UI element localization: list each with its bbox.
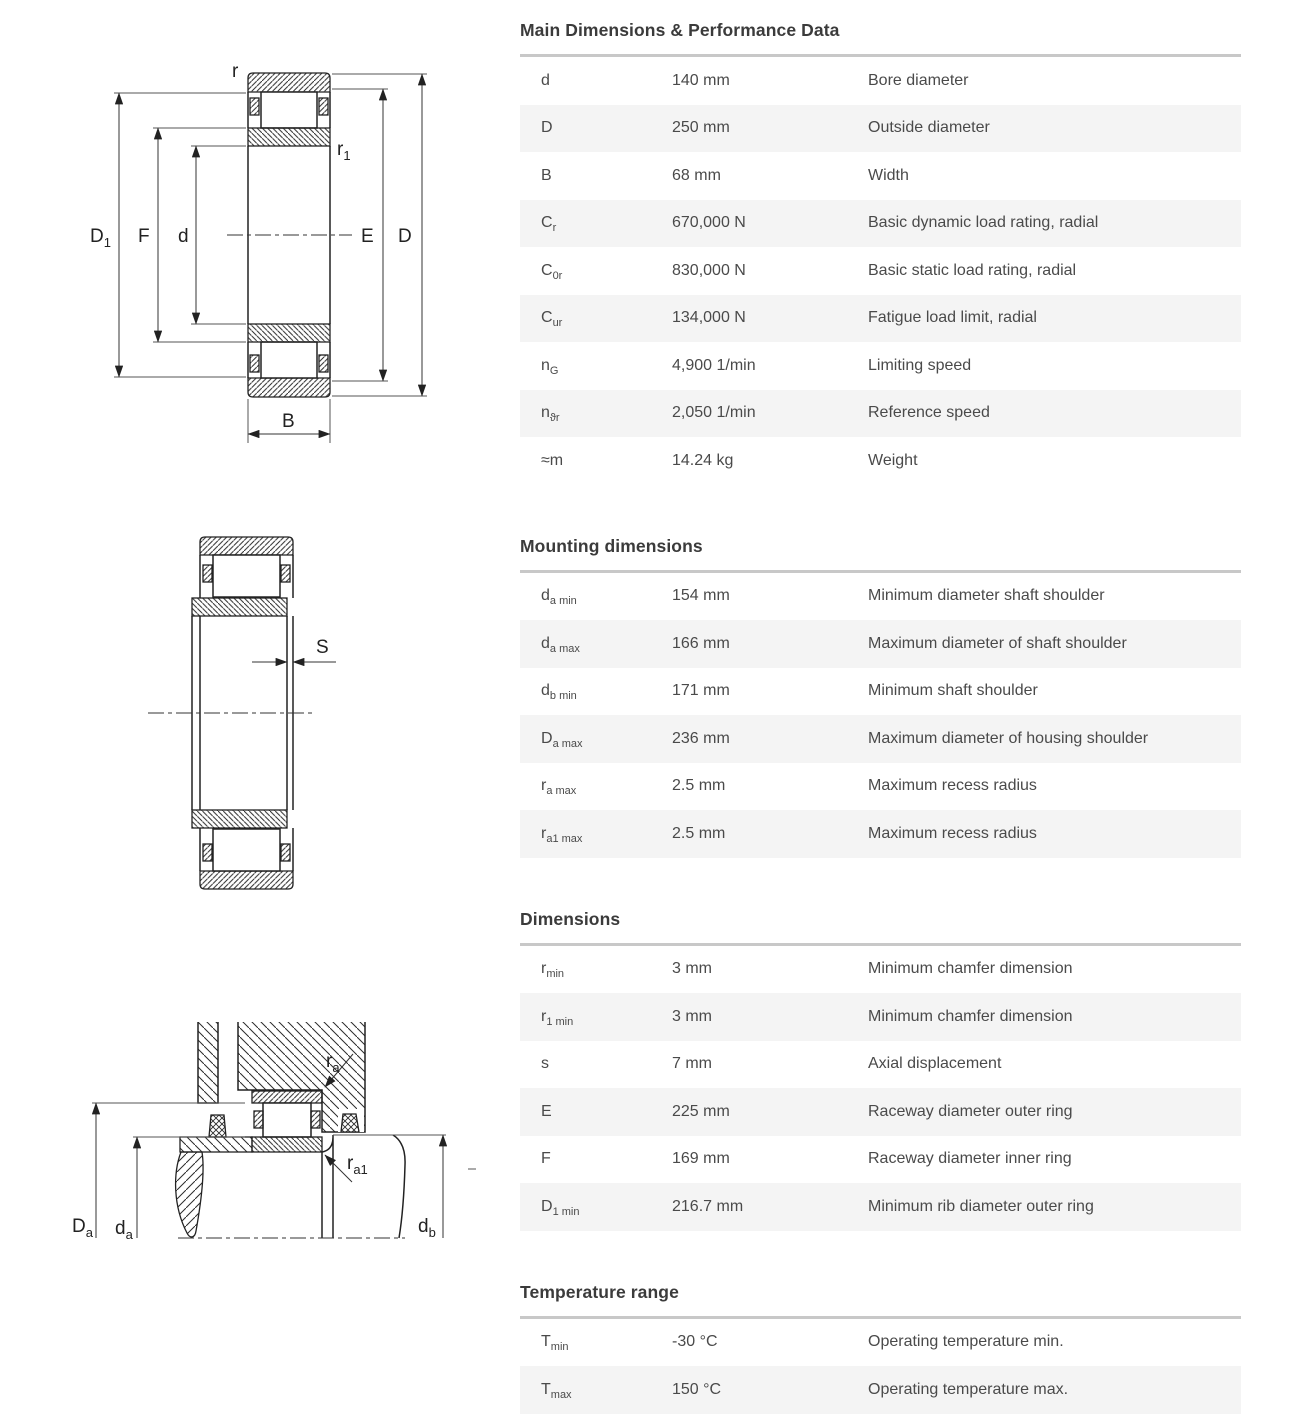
spec-row [520, 715, 1241, 763]
spec-row [520, 573, 1241, 621]
symbol-base: C [541, 309, 553, 327]
symbol-subscript: min [550, 1341, 569, 1354]
value-cell: 68 mm [672, 166, 721, 184]
symbol-base: d [541, 587, 550, 605]
symbol-cell [541, 587, 672, 608]
symbol-subscript: r [552, 222, 557, 235]
value-cell: 3 mm [672, 960, 712, 978]
spec-row [520, 668, 1241, 716]
symbol-cell [541, 1333, 672, 1354]
spec-section [520, 19, 1241, 485]
description-cell: Operating temperature min. [868, 1333, 1064, 1351]
symbol-cell [541, 167, 672, 185]
inner-ring-bottom-section [248, 324, 330, 342]
value-cell: 169 mm [672, 1150, 730, 1168]
description-cell: Basic static load rating, radial [868, 261, 1077, 279]
symbol-base: r [541, 824, 547, 842]
symbol-base: D [541, 1197, 553, 1215]
value-cell: 225 mm [672, 1102, 730, 1120]
symbol-subscript: b min [549, 690, 577, 703]
inner-ring-section [252, 1137, 322, 1152]
spec-row [520, 57, 1241, 105]
spec-row [520, 620, 1241, 668]
symbol-subscript: 0r [552, 269, 563, 282]
symbol-subscript: min [546, 968, 565, 981]
description-cell: Basic dynamic load rating, radial [868, 214, 1099, 232]
symbol-cell [541, 357, 672, 375]
symbol-base: C [541, 261, 553, 279]
cage-bar [250, 355, 259, 372]
value-cell: 154 mm [672, 587, 730, 605]
symbol-cell [541, 1008, 672, 1026]
spec-row [520, 1136, 1241, 1184]
bearing-mounting-drawing [60, 1010, 480, 1300]
description-cell: Outside diameter [868, 119, 990, 137]
label-Da: $D_a$ [72, 1216, 93, 1240]
symbol-cell [541, 262, 672, 280]
outer-ring-bottom-section [248, 378, 330, 397]
description-cell: Raceway diameter outer ring [868, 1102, 1073, 1120]
value-cell: 166 mm [672, 634, 730, 652]
value-cell: 670,000 N [672, 214, 746, 232]
section-title: Temperature range [520, 1281, 679, 1302]
spec-row [520, 152, 1241, 200]
symbol-subscript: 1 min [546, 1015, 574, 1028]
spec-rows [520, 57, 1241, 485]
roller-top [261, 92, 317, 128]
description-cell: Raceway diameter inner ring [868, 1150, 1072, 1168]
description-cell: Minimum rib diameter outer ring [868, 1197, 1094, 1215]
label-E: E [361, 226, 374, 247]
roller-top [213, 555, 280, 597]
label-d: d [178, 226, 189, 247]
label-db: $d_b$ [418, 1216, 436, 1240]
description-cell: Width [868, 166, 909, 184]
cage-bar [281, 844, 290, 861]
outer-ring-section [252, 1091, 322, 1103]
symbol-base: ≈m [541, 451, 564, 469]
description-cell: Minimum diameter shaft shoulder [868, 587, 1105, 605]
label-D: D [398, 226, 412, 247]
seal-right [341, 1114, 359, 1132]
symbol-base: T [541, 1380, 551, 1398]
description-cell: Bore diameter [868, 71, 969, 89]
spec-section [520, 535, 1241, 858]
value-cell: -30 °C [672, 1333, 718, 1351]
value-cell: 140 mm [672, 71, 730, 89]
description-cell: Maximum diameter of shaft shoulder [868, 634, 1127, 652]
symbol-subscript: a max [546, 785, 577, 798]
symbol-base: D [541, 729, 553, 747]
description-cell: Limiting speed [868, 356, 972, 374]
symbol-cell [541, 309, 672, 330]
description-cell: Weight [868, 451, 918, 469]
spec-row [520, 1366, 1241, 1414]
spec-row [520, 247, 1241, 295]
value-cell: 2.5 mm [672, 824, 726, 842]
spec-row [520, 810, 1241, 858]
spec-section [520, 908, 1241, 1231]
symbol-cell [541, 635, 672, 653]
symbol-base: d [541, 634, 550, 652]
cage-bar [311, 1111, 320, 1128]
shaft-shoulder-section [180, 1137, 252, 1152]
symbol-base: T [541, 1333, 551, 1351]
symbol-subscript: 1 min [552, 1205, 580, 1218]
value-cell: 2.5 mm [672, 777, 726, 795]
bearing-cross-section-drawing [80, 55, 450, 455]
spec-row [520, 1088, 1241, 1136]
value-cell: 236 mm [672, 729, 730, 747]
symbol-subscript: G [549, 364, 559, 377]
cage-bar [203, 565, 212, 582]
spec-rows [520, 946, 1241, 1231]
outer-ring-top-section [248, 73, 330, 92]
label-ra1: $r_{a1}$ [347, 1153, 368, 1177]
spec-row [520, 437, 1241, 485]
value-cell: 216.7 mm [672, 1197, 744, 1215]
cage-bar [250, 98, 259, 115]
label-s: S [316, 637, 329, 658]
symbol-subscript: max [550, 1388, 572, 1401]
description-cell: Axial displacement [868, 1055, 1002, 1073]
inner-ring-bottom-section [192, 810, 287, 828]
symbol-cell [541, 1150, 672, 1168]
symbol-cell [541, 214, 672, 235]
roller [263, 1103, 311, 1137]
description-cell: Maximum recess radius [868, 777, 1037, 795]
spec-row [520, 763, 1241, 811]
value-cell: 7 mm [672, 1055, 712, 1073]
symbol-base: n [541, 356, 550, 374]
symbol-base: B [541, 166, 552, 184]
symbol-subscript: ϑr [549, 412, 560, 425]
symbol-base: r [541, 1007, 547, 1025]
description-cell: Maximum recess radius [868, 824, 1037, 842]
roller-bottom [213, 829, 280, 871]
inner-ring-top-section [192, 598, 287, 616]
spec-tables [520, 0, 1241, 1414]
symbol-base: d [541, 71, 550, 89]
description-cell: Minimum chamfer dimension [868, 1007, 1073, 1025]
symbol-base: E [541, 1102, 552, 1120]
spec-row [520, 390, 1241, 438]
label-ra: $r_a$ [326, 1051, 340, 1075]
label-F: F [138, 226, 150, 247]
cage-bar [319, 98, 328, 115]
symbol-subscript: a1 max [546, 832, 583, 845]
value-cell: 4,900 1/min [672, 356, 756, 374]
spec-rows [520, 1319, 1241, 1414]
spec-row [520, 200, 1241, 248]
symbol-cell [541, 825, 672, 843]
symbol-base: r [541, 960, 547, 978]
description-cell: Operating temperature max. [868, 1380, 1069, 1398]
description-cell: Fatigue load limit, radial [868, 309, 1037, 327]
symbol-cell [541, 452, 672, 470]
symbol-cell [541, 1381, 672, 1399]
outer-ring-bottom-section [200, 871, 293, 889]
spec-row [520, 295, 1241, 343]
spec-row [520, 1319, 1241, 1367]
spec-row [520, 993, 1241, 1041]
symbol-cell [541, 72, 672, 90]
symbol-base: r [541, 777, 547, 795]
bearing-axial-displacement-drawing [140, 525, 400, 905]
label-r: r [232, 61, 239, 82]
section-title: Mounting dimensions [520, 535, 703, 556]
symbol-cell [541, 1055, 672, 1073]
description-cell: Minimum shaft shoulder [868, 682, 1038, 700]
seal-left [209, 1115, 226, 1137]
symbol-cell [541, 960, 672, 981]
symbol-base: n [541, 404, 550, 422]
value-cell: 150 °C [672, 1380, 722, 1398]
spec-row [520, 105, 1241, 153]
description-cell: Reference speed [868, 404, 990, 422]
symbol-cell [541, 1198, 672, 1216]
section-title: Dimensions [520, 908, 621, 929]
spec-row [520, 342, 1241, 390]
shaft-break-section [176, 1152, 203, 1237]
value-cell: 134,000 N [672, 309, 746, 327]
roller-bottom [261, 342, 317, 378]
inner-ring-top-section [248, 128, 330, 146]
label-r1: $r_1$ [337, 139, 351, 163]
spec-row [520, 1183, 1241, 1231]
cage-bar [319, 355, 328, 372]
symbol-subscript: ur [552, 317, 563, 330]
description-cell: Minimum chamfer dimension [868, 960, 1073, 978]
symbol-cell [541, 1103, 672, 1121]
symbol-cell [541, 119, 672, 137]
spec-row [520, 1041, 1241, 1089]
cage-bar [254, 1111, 263, 1128]
description-cell: Maximum diameter of housing shoulder [868, 729, 1149, 747]
symbol-cell [541, 404, 672, 425]
value-cell: 3 mm [672, 1007, 712, 1025]
symbol-base: s [541, 1055, 549, 1073]
value-cell: 830,000 N [672, 261, 746, 279]
symbol-cell [541, 682, 672, 703]
symbol-cell [541, 777, 672, 798]
value-cell: 14.24 kg [672, 451, 734, 469]
value-cell: 2,050 1/min [672, 404, 756, 422]
spec-section [520, 1281, 1241, 1414]
symbol-base: D [541, 119, 553, 137]
housing-cap-fill [198, 1022, 218, 1103]
symbol-base: F [541, 1150, 551, 1168]
section-title: Main Dimensions & Performance Data [520, 20, 840, 40]
label-da: $d_a$ [115, 1218, 133, 1242]
shaft-right-outline [322, 1135, 405, 1238]
symbol-subscript: a max [549, 642, 580, 655]
spec-row [520, 946, 1241, 994]
cage-bar [281, 565, 290, 582]
symbol-base: C [541, 214, 553, 232]
symbol-base: d [541, 682, 550, 700]
symbol-subscript: a max [552, 737, 583, 750]
value-cell: 171 mm [672, 682, 730, 700]
spec-rows [520, 573, 1241, 858]
label-D1: $D_1$ [90, 226, 111, 250]
cage-bar [203, 844, 212, 861]
symbol-cell [541, 730, 672, 748]
outer-ring-top-section [200, 537, 293, 555]
symbol-subscript: a min [549, 595, 577, 608]
label-B: B [282, 411, 295, 432]
value-cell: 250 mm [672, 119, 730, 137]
